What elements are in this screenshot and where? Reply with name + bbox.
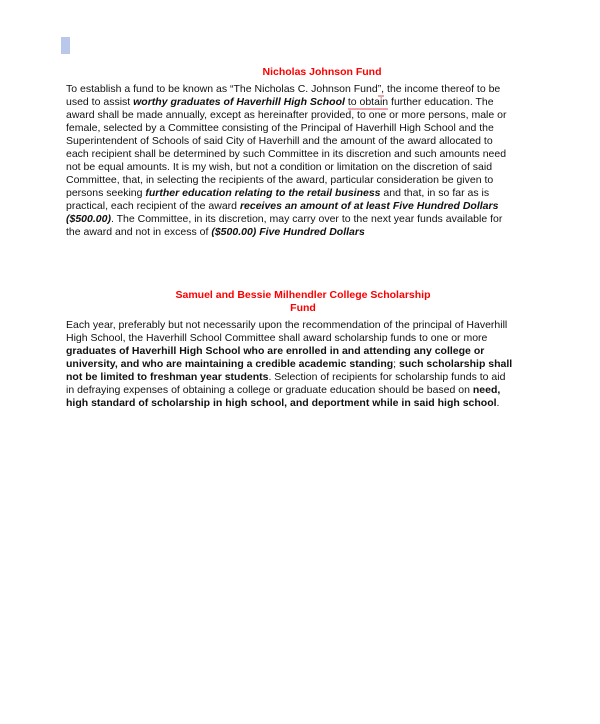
paragraph-line [66, 148, 540, 161]
paragraph-line [66, 332, 540, 345]
text-segment: each recipient shall be determined by such Committee in its discretion and such amounts need [66, 148, 507, 160]
text-cursor-highlight [61, 37, 70, 54]
text-segment: persons seeking [66, 187, 146, 199]
text-segment: Superintendent of Schools of said City of Haverhill and the amount of the award allocated to [66, 135, 493, 147]
proofing-marked-text: ”, [377, 83, 385, 95]
text-segment: further education. The [388, 96, 494, 108]
paragraph-line [66, 213, 540, 226]
text-segment: Each year, preferably but not necessarily upon the recommendation of the principal of Haverhill [66, 319, 508, 331]
document-content[interactable] [66, 66, 540, 410]
text-segment: used to assist [66, 96, 134, 108]
text-segment: and that, in so far as is [380, 187, 490, 199]
text-segment: university, and who are maintaining a credible academic standing [66, 358, 394, 370]
section-heading [66, 289, 540, 315]
paragraph-line [66, 319, 540, 332]
text-segment: not be equal amounts. It is my wish, but not a condition or limitation on the discretion of said [66, 161, 493, 173]
paragraph-line [66, 96, 540, 109]
text-segment: in defraying expenses of obtaining a college or graduate education should be based on [66, 384, 473, 396]
paragraph-line [66, 161, 540, 174]
text-segment: not be limited to freshman year students [66, 371, 269, 383]
paragraph-line [66, 187, 540, 200]
paragraph-line [66, 397, 540, 410]
text-segment: practical, each recipient of the award [66, 200, 240, 212]
text-segment: such scholarship shall [399, 358, 513, 370]
text-segment: ($500.00) Five Hundred Dollars [211, 226, 365, 238]
text-segment: high standard of scholarship in high school, and deportment while in said high school [66, 397, 497, 409]
paragraph-line [66, 109, 540, 122]
text-segment: female, selected by a Committee consisting of the Principal of Haverhill High School and the [66, 122, 494, 134]
text-segment: . Selection of recipients for scholarship funds to aid [268, 371, 506, 383]
paragraph-line [66, 200, 540, 213]
text-segment: High School, the Haverhill School Committee shall award scholarship funds to one or more [66, 332, 488, 344]
text-segment: receives an amount of at least Five Hundred Dollars [239, 200, 499, 212]
paragraph-line [66, 371, 540, 384]
text-segment: need, [472, 384, 501, 396]
text-segment: ; [393, 358, 399, 370]
paragraph-line [66, 358, 540, 371]
text-segment: . [496, 397, 500, 409]
text-segment: graduates of Haverhill High School who are enrolled in and attending any college or [66, 345, 485, 357]
text-segment: the income thereof to be [384, 83, 501, 95]
fund-section [66, 66, 540, 239]
text-segment: the award and not in excess of [66, 226, 212, 238]
paragraph-line [66, 83, 540, 96]
text-segment: further education relating to the retail business [145, 187, 381, 199]
paragraph-line [66, 135, 540, 148]
paragraph-line [66, 122, 540, 135]
section-paragraph [66, 83, 540, 239]
text-segment: Committee, that, in selecting the recipients of the award, particular consideration be given to [66, 174, 494, 186]
section-heading [66, 66, 540, 79]
proofing-marked-text: to obtain [347, 96, 389, 108]
paragraph-line [66, 226, 540, 239]
paragraph-line [66, 384, 540, 397]
text-segment: award shall be made annually, except as hereinafter provided, to one or more persons, male or [66, 109, 507, 121]
fund-section [66, 289, 540, 410]
section-paragraph [66, 319, 540, 410]
text-segment: . The Committee, in its discretion, may carry over to the next year funds available for [110, 213, 503, 225]
heading-line: Fund [290, 302, 316, 314]
text-segment: ($500.00) [66, 213, 111, 225]
heading-line: Nicholas Johnson Fund [262, 66, 382, 78]
text-segment: worthy graduates of Haverhill High School [133, 96, 345, 108]
text-segment: To establish a fund to be known as “The Nicholas C. Johnson Fund [66, 83, 378, 95]
heading-line: Samuel and Bessie Milhendler College Scholarship [175, 289, 431, 301]
paragraph-line [66, 345, 540, 358]
paragraph-line [66, 174, 540, 187]
